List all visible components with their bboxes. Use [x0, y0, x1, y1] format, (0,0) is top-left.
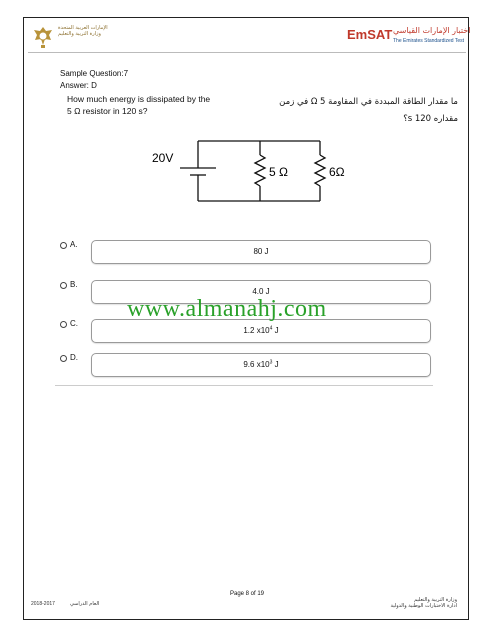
- answer-label: Answer: D: [60, 81, 97, 90]
- option-a-text: 80 J: [253, 247, 269, 256]
- question-text-english: [67, 93, 257, 117]
- radio-a[interactable]: [60, 242, 67, 249]
- option-b-text: 4.0 J: [252, 287, 270, 296]
- emsat-arabic-title: اختبار الإمارات القياسي: [393, 26, 471, 35]
- ministry-ministry: وزارة التربية والتعليم: [58, 31, 101, 37]
- option-d-exponent: 3: [269, 359, 273, 366]
- option-c-exponent: 4: [269, 325, 273, 332]
- page-number: Page 8 of 19: [229, 591, 265, 597]
- option-d[interactable]: [60, 353, 435, 381]
- question-en-line-1: How much energy is dissipated by the: [67, 94, 211, 104]
- resistor-6-ohm: [315, 155, 325, 186]
- option-d-letter: D.: [70, 353, 78, 362]
- footer-ministry: [391, 597, 457, 609]
- option-c-letter: C.: [70, 319, 78, 328]
- resistor-5-ohm: [255, 155, 265, 186]
- header-divider: [28, 52, 466, 53]
- resistor-6-label: 6Ω: [329, 165, 345, 179]
- option-c-base: 1.2 x10: [243, 326, 270, 335]
- uae-emblem-icon: [32, 25, 54, 49]
- question-ar-line-2: مقداره s 120؟: [403, 114, 458, 124]
- option-d-box[interactable]: [91, 353, 431, 377]
- circuit-diagram: [150, 135, 360, 207]
- option-b-letter: B.: [70, 280, 78, 289]
- watermark: www.almanahj.com: [127, 296, 327, 322]
- radio-c[interactable]: [60, 321, 67, 328]
- answers-divider: [55, 385, 433, 386]
- option-a[interactable]: [60, 240, 435, 268]
- ministry-name: [58, 25, 108, 37]
- source-voltage-label: 20V: [152, 151, 174, 165]
- footer-academic-year: 2018-2017: [31, 601, 55, 607]
- question-en-line-2: 5 Ω resistor in 120 s?: [67, 106, 148, 116]
- footer-ministry-line-2: ادارة الاختبارات الوطنية والدولية: [390, 603, 457, 609]
- resistor-5-label: 5 Ω: [269, 165, 288, 179]
- ministry-country: الإمارات العربية المتحدة: [58, 25, 108, 31]
- option-c-unit: J: [272, 326, 279, 335]
- radio-b[interactable]: [60, 282, 67, 289]
- sample-question-label: Sample Question:7: [60, 69, 129, 78]
- footer-ministry-line-1: وزارة التربية والتعليم: [414, 597, 457, 603]
- question-ar-line-1: ما مقدار الطاقة المبددة في المقاومة Ω 5 في زمن: [279, 97, 458, 107]
- emsat-english-title: The Emirates Standardized Test: [393, 38, 465, 44]
- emsat-logo: EmSAT: [347, 27, 393, 42]
- footer-academic-year-label: العام الدراسي: [70, 601, 100, 607]
- option-a-box[interactable]: [91, 240, 431, 264]
- option-a-letter: A.: [70, 240, 78, 249]
- question-text-arabic: [270, 94, 458, 128]
- option-d-unit: J: [272, 360, 279, 369]
- option-c[interactable]: [60, 319, 435, 347]
- radio-d[interactable]: [60, 355, 67, 362]
- option-d-base: 9.6 x10: [243, 360, 270, 369]
